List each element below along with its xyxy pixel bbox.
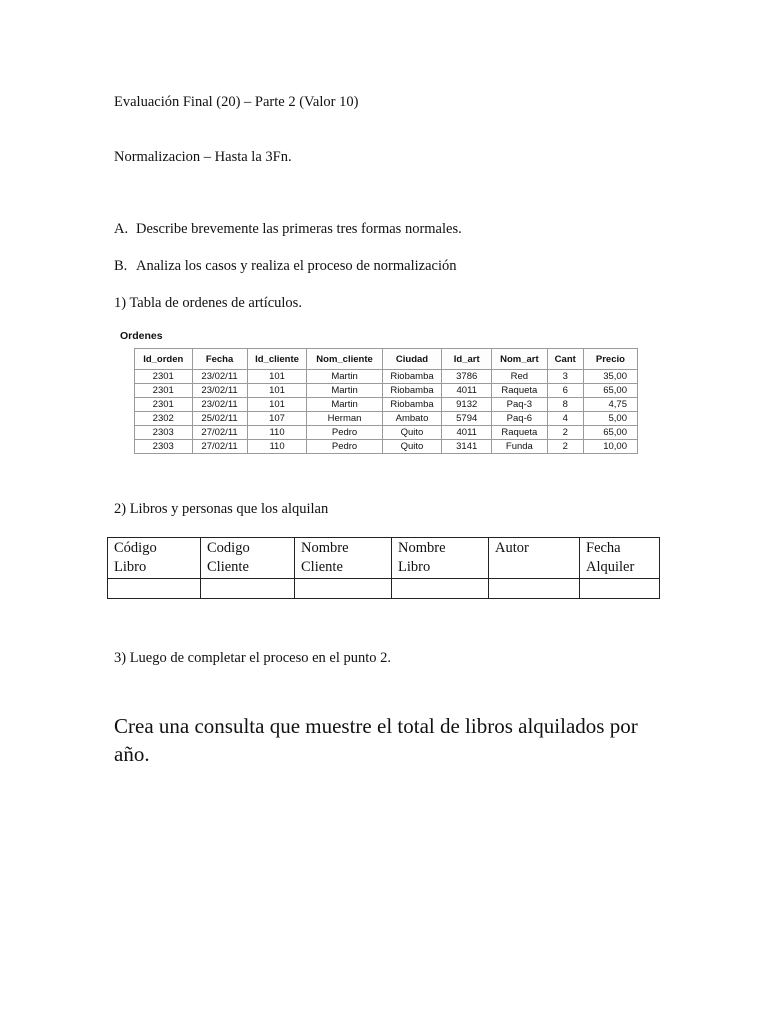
table-cell: 2303: [135, 426, 193, 440]
table-cell: [108, 579, 201, 599]
table-cell: 65,00: [583, 426, 637, 440]
table-cell: 10,00: [583, 440, 637, 454]
column-header: Precio: [583, 349, 637, 370]
table-cell: Raqueta: [492, 384, 548, 398]
table-cell: 25/02/11: [192, 412, 247, 426]
table-cell: 2301: [135, 370, 193, 384]
table-cell: 3786: [442, 370, 492, 384]
table-cell: 101: [247, 384, 307, 398]
table-cell: Martin: [307, 384, 382, 398]
table-row: [135, 384, 638, 398]
table-cell: 35,00: [583, 370, 637, 384]
table-cell: 23/02/11: [192, 398, 247, 412]
table-row: [135, 412, 638, 426]
table-cell: Pedro: [307, 440, 382, 454]
ordenes-table-figure: [120, 330, 640, 454]
question-marker: B.: [114, 258, 128, 274]
column-header: Nom_art: [492, 349, 548, 370]
table-cell: Quito: [382, 440, 442, 454]
table-cell: 101: [247, 370, 307, 384]
column-header: [489, 538, 580, 579]
table-cell: 2301: [135, 398, 193, 412]
table-cell: [201, 579, 295, 599]
table-cell: Herman: [307, 412, 382, 426]
header-line: Nombre: [301, 540, 349, 556]
column-header: [580, 538, 660, 579]
table-cell: 2: [547, 426, 583, 440]
column-header: Nom_cliente: [307, 349, 382, 370]
column-header: [108, 538, 201, 579]
table-cell: 2: [547, 440, 583, 454]
header-line: Libro: [114, 559, 147, 575]
table-cell: Riobamba: [382, 370, 442, 384]
table-cell: Riobamba: [382, 398, 442, 412]
column-header: Cant: [547, 349, 583, 370]
table-cell: [489, 579, 580, 599]
table-cell: 107: [247, 412, 307, 426]
column-header: [201, 538, 295, 579]
table-row: [135, 370, 638, 384]
ordenes-caption: Ordenes: [120, 330, 163, 342]
question-a: [114, 221, 462, 238]
document-subtitle: Normalizacion – Hasta la 3Fn.: [114, 149, 292, 165]
table-cell: Ambato: [382, 412, 442, 426]
table-cell: [392, 579, 489, 599]
header-line: Cliente: [207, 559, 249, 575]
table-cell: Martin: [307, 370, 382, 384]
header-line: Libro: [398, 559, 431, 575]
column-header: Id_art: [442, 349, 492, 370]
table-cell: 6: [547, 384, 583, 398]
header-line: Codigo: [207, 540, 250, 556]
section-2-heading: 2) Libros y personas que los alquilan: [114, 501, 329, 517]
table-cell: 5,00: [583, 412, 637, 426]
header-line: Cliente: [301, 559, 343, 575]
table-row: [135, 426, 638, 440]
table-cell: 4011: [442, 426, 492, 440]
header-line: Código: [114, 540, 157, 556]
query-task: Crea una consulta que muestre el total de libros alquilados por año.: [114, 714, 638, 766]
table-cell: 110: [247, 426, 307, 440]
table-cell: Raqueta: [492, 426, 548, 440]
table-cell: 3141: [442, 440, 492, 454]
table-cell: 27/02/11: [192, 426, 247, 440]
table-row: [108, 579, 660, 599]
column-header: Id_orden: [135, 349, 193, 370]
section-1-heading: 1) Tabla de ordenes de artículos.: [114, 295, 302, 311]
table-header-row: [108, 538, 660, 579]
table-cell: 9132: [442, 398, 492, 412]
table-cell: 65,00: [583, 384, 637, 398]
table-cell: 4,75: [583, 398, 637, 412]
table-cell: Martin: [307, 398, 382, 412]
table-cell: Quito: [382, 426, 442, 440]
column-header: [295, 538, 392, 579]
header-line: Nombre: [398, 540, 446, 556]
question-b: [114, 258, 456, 275]
header-line: Fecha: [586, 540, 621, 556]
table-cell: 27/02/11: [192, 440, 247, 454]
column-header: Id_cliente: [247, 349, 307, 370]
table-cell: 4011: [442, 384, 492, 398]
table-cell: Paq-3: [492, 398, 548, 412]
column-header: Ciudad: [382, 349, 442, 370]
ordenes-table: [134, 348, 638, 454]
table-cell: Red: [492, 370, 548, 384]
table-cell: Pedro: [307, 426, 382, 440]
header-line: [495, 558, 573, 577]
libros-table: [107, 537, 660, 599]
table-cell: 2303: [135, 440, 193, 454]
column-header: Fecha: [192, 349, 247, 370]
table-header-row: [135, 349, 638, 370]
table-cell: Paq-6: [492, 412, 548, 426]
table-cell: Riobamba: [382, 384, 442, 398]
header-line: Autor: [495, 540, 529, 556]
table-cell: [295, 579, 392, 599]
question-marker: A.: [114, 221, 129, 237]
table-cell: 23/02/11: [192, 370, 247, 384]
section-3-heading: 3) Luego de completar el proceso en el punto 2.: [114, 650, 392, 666]
table-cell: 2301: [135, 384, 193, 398]
table-cell: 110: [247, 440, 307, 454]
table-cell: 23/02/11: [192, 384, 247, 398]
column-header: [392, 538, 489, 579]
table-row: [135, 398, 638, 412]
table-cell: [580, 579, 660, 599]
header-line: Alquiler: [586, 559, 635, 575]
table-cell: 101: [247, 398, 307, 412]
table-cell: 3: [547, 370, 583, 384]
table-row: [135, 440, 638, 454]
table-cell: 4: [547, 412, 583, 426]
question-text: Analiza los casos y realiza el proceso de normalización: [136, 258, 457, 274]
table-cell: 2302: [135, 412, 193, 426]
table-cell: 8: [547, 398, 583, 412]
table-cell: Funda: [492, 440, 548, 454]
table-cell: 5794: [442, 412, 492, 426]
document-title: Evaluación Final (20) – Parte 2 (Valor 10): [114, 94, 359, 110]
question-text: Describe brevemente las primeras tres formas normales.: [136, 221, 462, 237]
